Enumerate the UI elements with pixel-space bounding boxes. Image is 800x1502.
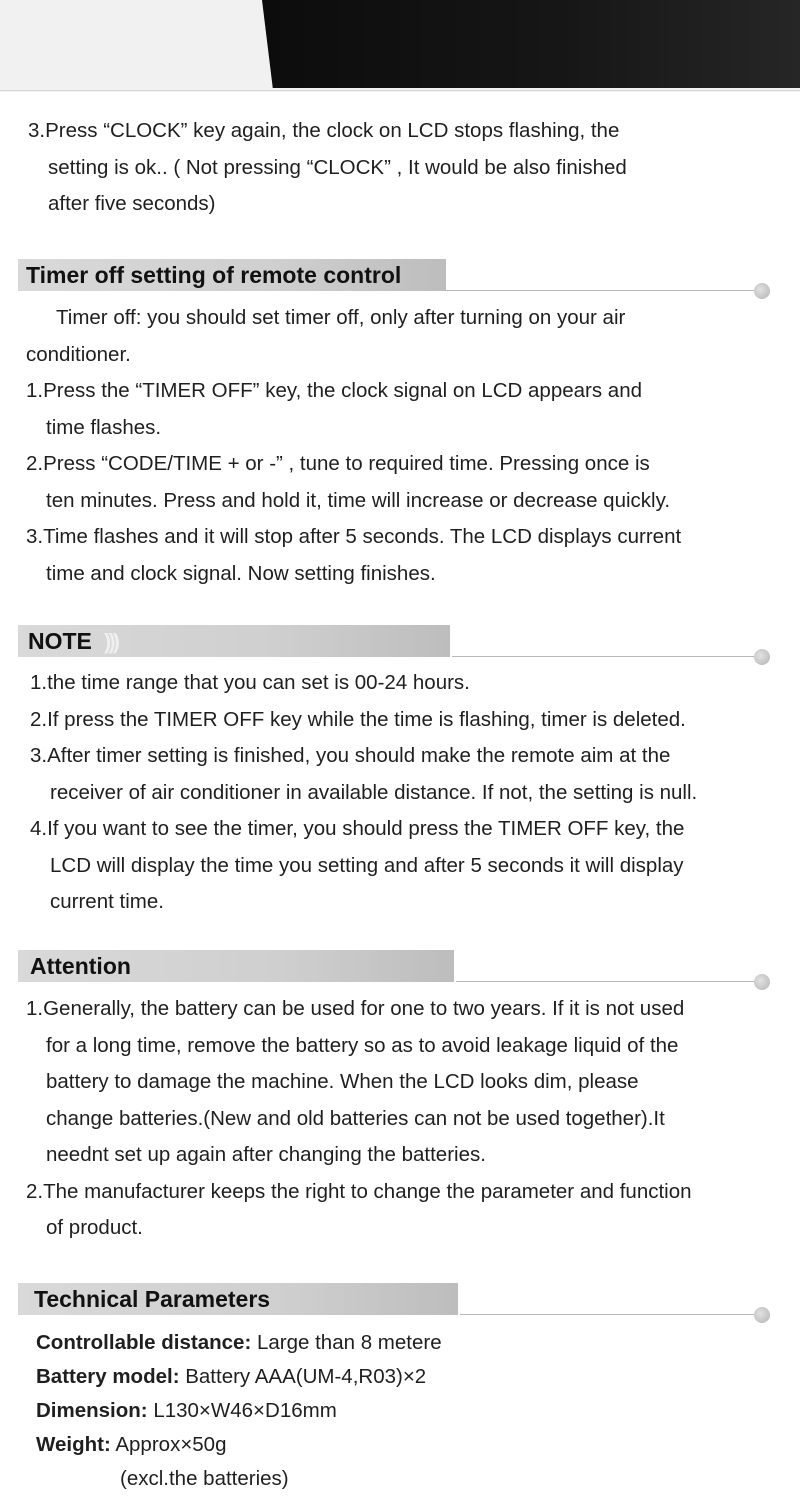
tech-section-header: [0, 1283, 800, 1319]
text-line: receiver of air conditioner in available distance. If not, the setting is null.: [50, 780, 698, 804]
section-title: Technical Parameters: [34, 1286, 271, 1312]
text-line: of product.: [46, 1216, 143, 1239]
param-label: Controllable distance:: [36, 1331, 252, 1354]
section-line: [460, 1314, 764, 1315]
header-dark-banner: [262, 0, 800, 88]
text-line: current time.: [50, 890, 164, 913]
text-line: neednt set up again after changing the batteries.: [46, 1143, 486, 1166]
param-value: Large than 8 metere: [256, 1331, 442, 1354]
text-line: battery to damage the machine. When the LCD looks dim, please: [46, 1070, 639, 1093]
text-line: 1.Press the “TIMER OFF” key, the clock signal on LCD appears and: [26, 379, 643, 402]
param-row: [36, 1326, 442, 1360]
timer-section-header: [0, 259, 800, 295]
text-line: for a long time, remove the battery so as to avoid leakage liquid of the: [46, 1033, 679, 1057]
text-line: 1.Generally, the battery can be used for one to two years. If it is not used: [26, 997, 685, 1020]
header-divider: [0, 90, 800, 91]
section-title: Attention: [30, 953, 131, 979]
section-title: NOTE: [28, 628, 92, 654]
text-line: 1.the time range that you can set is 00-24 hours.: [30, 671, 470, 694]
section-bar: [18, 259, 446, 291]
section-bar: [18, 1283, 458, 1315]
text-line: 3.Press “CLOCK” key again, the clock on LCD stops flashing, the: [28, 119, 620, 142]
param-note: (excl.the batteries): [120, 1467, 289, 1490]
attention-section-body: [26, 991, 692, 1247]
section-dot: [754, 649, 770, 665]
timer-section-body: [26, 300, 681, 592]
section-line: [456, 981, 764, 982]
text-line: 4.If you want to see the timer, you should press the TIMER OFF key, the: [30, 817, 685, 840]
text-line: 2.Press “CODE/TIME + or -” , tune to required time. Pressing once is: [26, 452, 650, 475]
param-label: Dimension:: [36, 1399, 148, 1422]
text-line: conditioner.: [26, 342, 131, 366]
text-line: time flashes.: [46, 415, 162, 439]
section-dot: [754, 1307, 770, 1323]
decorative-waves: ))): [104, 629, 117, 654]
text-line: change batteries.(New and old batteries can not be used together).It: [46, 1106, 665, 1130]
text-line: setting is ok.. ( Not pressing “CLOCK” , It would be also finished: [48, 155, 627, 179]
section-bar: [18, 625, 450, 657]
param-label: Weight:: [36, 1433, 111, 1456]
note-section-body: [30, 665, 697, 921]
section-line: [452, 656, 764, 657]
param-row: [36, 1360, 442, 1394]
section-dot: [754, 283, 770, 299]
param-value: L130×W46×D16mm: [153, 1399, 337, 1422]
text-line: 2.The manufacturer keeps the right to change the parameter and function: [26, 1179, 692, 1203]
section-dot: [754, 974, 770, 990]
param-row: [36, 1394, 442, 1428]
text-line: time and clock signal. Now setting finishes.: [46, 561, 436, 585]
param-value: Approx×50g: [115, 1433, 227, 1456]
note-section-header: [0, 625, 800, 661]
clock-step-3: [28, 113, 627, 223]
text-line: 2.If press the TIMER OFF key while the time is flashing, timer is deleted.: [30, 707, 686, 731]
text-line: LCD will display the time you setting and after 5 seconds it will display: [50, 853, 684, 877]
text-line: after five seconds): [48, 192, 216, 215]
text-line: ten minutes. Press and hold it, time will increase or decrease quickly.: [46, 488, 671, 512]
param-label: Battery model:: [36, 1365, 180, 1388]
section-bar: [18, 950, 454, 982]
text-line: 3.After timer setting is finished, you should make the remote aim at the: [30, 744, 671, 767]
section-title: Timer off setting of remote control: [26, 262, 402, 288]
attention-section-header: [0, 950, 800, 986]
text-line: 3.Time flashes and it will stop after 5 seconds. The LCD displays current: [26, 525, 682, 548]
section-line: [446, 290, 764, 291]
param-row: [36, 1428, 442, 1462]
tech-params-list: [36, 1326, 442, 1496]
text-line: Timer off: you should set timer off, only after turning on your air: [56, 306, 626, 329]
param-value: Battery AAA(UM-4,R03)×2: [185, 1365, 427, 1388]
